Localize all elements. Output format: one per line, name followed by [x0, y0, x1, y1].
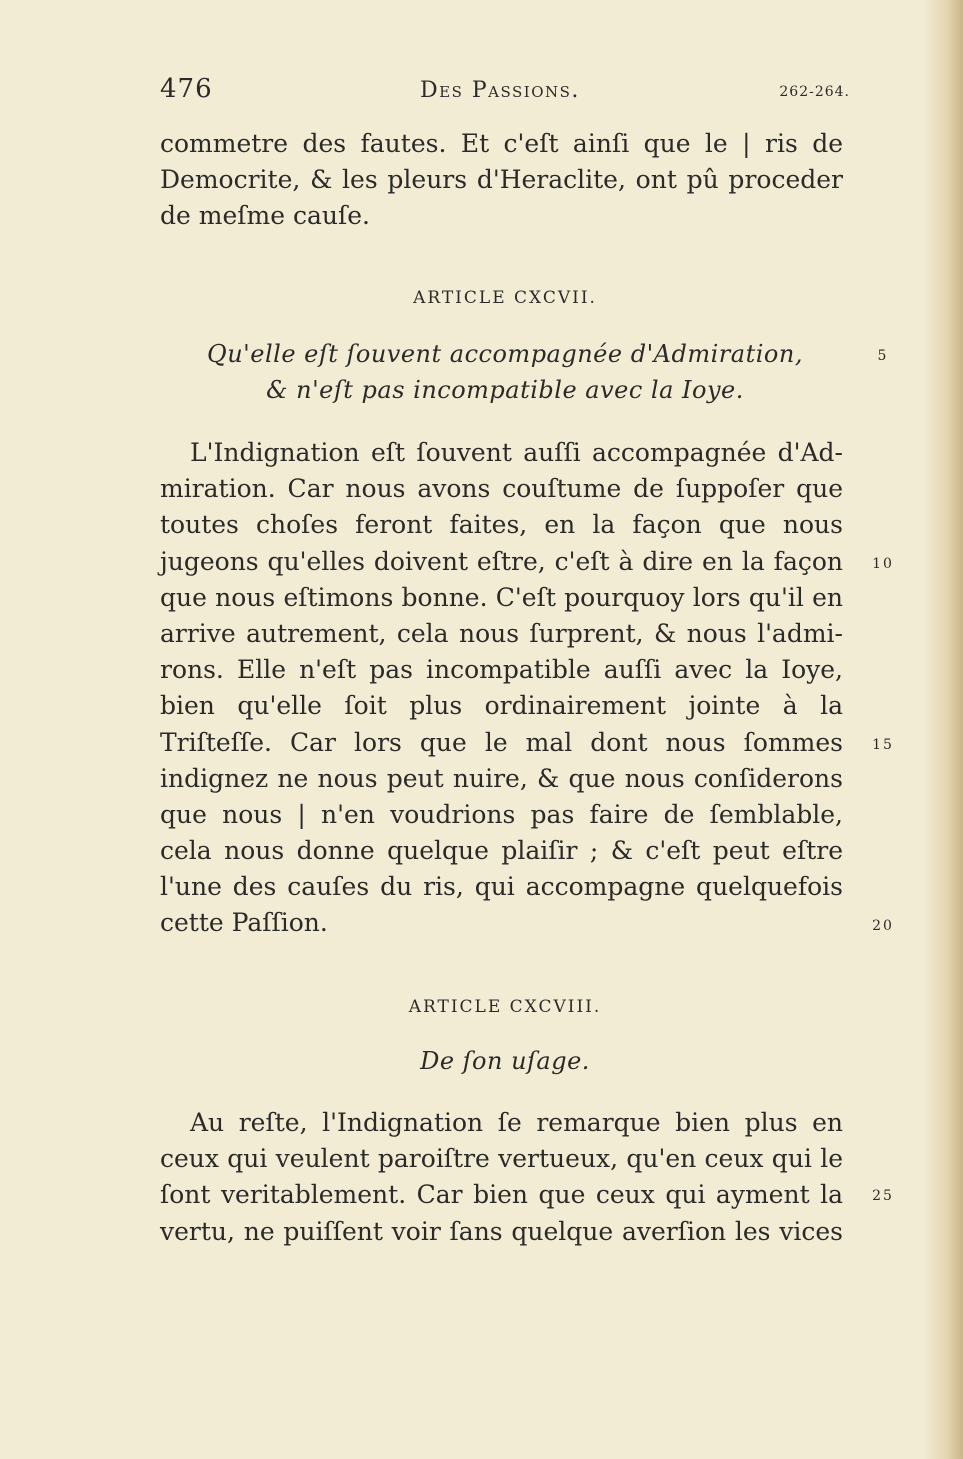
- text-line: arrive autrement, cela nous ſurprent, & nous l'admi-: [160, 618, 843, 648]
- page-number: 476: [160, 74, 213, 104]
- text-line: jugeons qu'elles doivent eſtre, c'eſt à dire en la façon: [160, 546, 843, 576]
- subtitle-line: De ſon uſage.: [420, 1047, 590, 1075]
- text-line: de meſme cauſe.: [160, 201, 370, 231]
- text-line: commetre des fautes. Et c'eſt ainſi que le | ris de: [160, 129, 843, 158]
- text-line: indignez ne nous peut nuire, & que nous conſiderons: [160, 763, 843, 793]
- text-line: cette Paſſion.: [160, 908, 328, 938]
- paragraph-continuation: [160, 126, 843, 235]
- line-number: 20: [872, 918, 894, 934]
- text-line: que nous eſtimons bonne. C'eſt pourquoy lors qu'il en: [160, 582, 843, 612]
- page-references: 262-264.: [779, 84, 850, 100]
- text-line: miration. Car nous avons couſtume de ſuppoſer que: [160, 474, 843, 504]
- text-line: ceux qui veulent paroiſtre vertueux, qu'en ceux qui le: [160, 1144, 843, 1174]
- article-subtitle: [160, 1043, 850, 1079]
- text-line: ſont veritablement. Car bien que ceux qui ayment la: [160, 1180, 843, 1210]
- page-header: [160, 74, 850, 114]
- article-subtitle: [160, 336, 850, 408]
- text-line: Triſteſſe. Car lors que le mal dont nous ſommes: [160, 727, 843, 757]
- article-heading: ARTICLE CXCVIII.: [408, 997, 602, 1017]
- paragraph-indignation: [160, 435, 843, 942]
- paragraph-usage: [160, 1105, 843, 1250]
- subtitle-line: & n'eſt pas incompatible avec la Ioye.: [266, 376, 744, 404]
- text-line: Au reſte, l'Indignation ſe remarque bien plus en: [190, 1108, 843, 1137]
- text-line: cela nous donne quelque plaiſir ; & c'eſt peut eſtre: [160, 836, 843, 866]
- text-line: rons. Elle n'eſt pas incompatible auſſi avec la Ioye,: [160, 655, 843, 685]
- running-title: Des Passions.: [420, 78, 580, 103]
- line-number: 5: [877, 348, 889, 364]
- text-line: bien qu'elle ſoit plus ordinairement jointe à la: [160, 691, 843, 721]
- line-number: 10: [872, 556, 894, 572]
- subtitle-line: Qu'elle eſt ſouvent accompagnée d'Admiration,: [207, 340, 803, 368]
- line-number: 25: [872, 1188, 894, 1204]
- text-line: l'une des cauſes du ris, qui accompagne quelquefois: [160, 872, 843, 902]
- line-number: 15: [872, 737, 894, 753]
- text-line: toutes choſes feront faites, en la façon que nous: [160, 510, 843, 540]
- text-line: L'Indignation eſt ſouvent auſſi accompagnée d'Ad-: [190, 438, 843, 467]
- text-line: Democrite, & les pleurs d'Heraclite, ont pû proceder: [160, 165, 843, 195]
- article-heading: ARTICLE CXCVII.: [413, 288, 597, 308]
- page-edge-shadow: [923, 0, 963, 1459]
- text-line: que nous | n'en voudrions pas faire de ſemblable,: [160, 799, 843, 829]
- text-line: vertu, ne puiſſent voir ſans quelque averſion les vices: [160, 1216, 843, 1246]
